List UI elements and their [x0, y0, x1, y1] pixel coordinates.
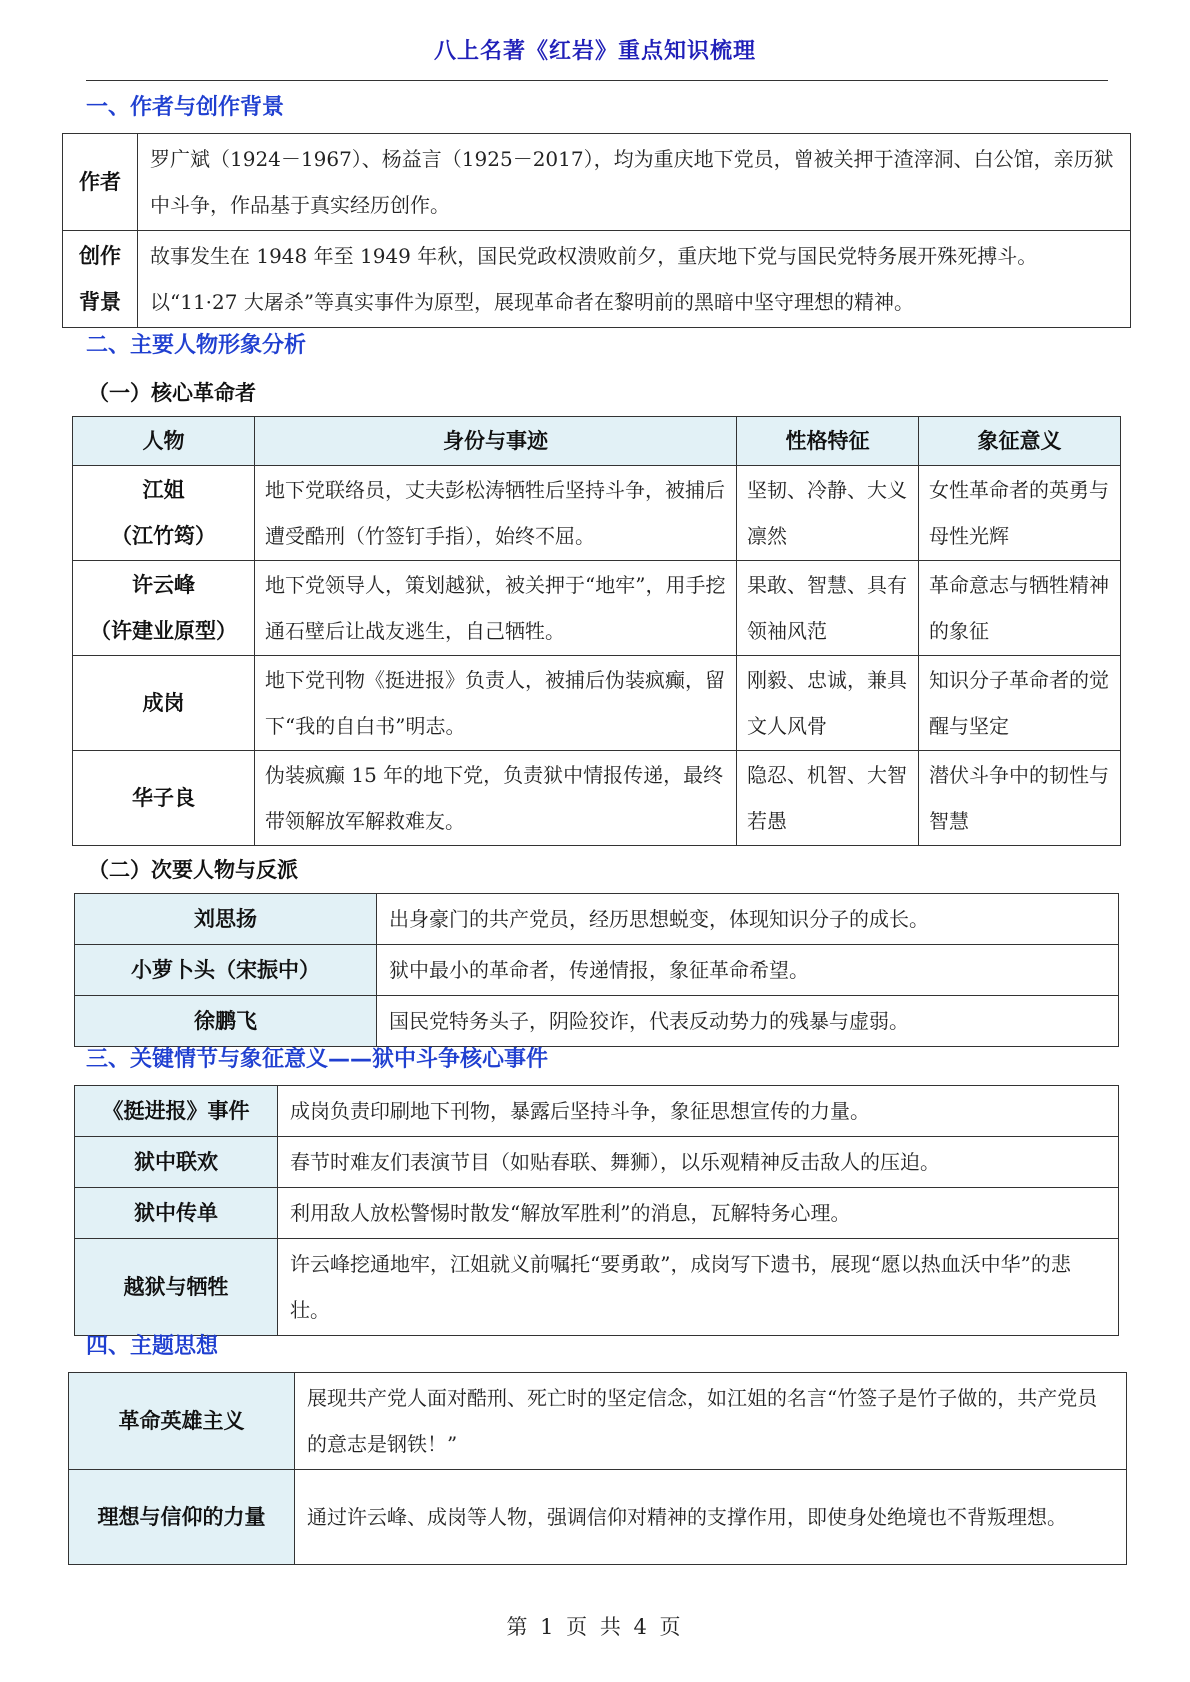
character-meaning: 革命意志与牺牲精神的象征: [919, 561, 1121, 656]
table-row: [69, 1373, 1127, 1470]
secondary-characters-table: [74, 893, 1119, 1047]
table-row: [75, 894, 1119, 945]
event-description: 成岗负责印刷地下刊物，暴露后坚持斗争，象征思想宣传的力量。: [278, 1086, 1119, 1137]
character-name: [73, 466, 255, 561]
table-row: [69, 1470, 1127, 1565]
character-meaning: 女性革命者的英勇与母性光辉: [919, 466, 1121, 561]
theme-description: 展现共产党人面对酷刑、死亡时的坚定信念，如江姐的名言“竹签子是竹子做的，共产党员的意志是钢铁！”: [295, 1373, 1127, 1470]
character-name: [73, 561, 255, 656]
row-key: [63, 134, 138, 231]
key-events-table: [74, 1085, 1119, 1336]
theme-description: 通过许云峰、成岗等人物，强调信仰对精神的支撑作用，即使身处绝境也不背叛理想。: [295, 1470, 1127, 1565]
event-description: 许云峰挖通地牢，江姐就义前嘱托“要勇敢”，成岗写下遗书，展现“愿以热血沃中华”的悲壮。: [278, 1239, 1119, 1336]
key-label: 背景: [79, 290, 121, 314]
event-name: 越狱与牺牲: [75, 1239, 278, 1336]
page-footer: 第 1 页 共 4 页: [506, 1615, 684, 1639]
event-name: 狱中联欢: [75, 1137, 278, 1188]
table-row: [75, 1188, 1119, 1239]
section-heading-plot: 三、关键情节与象征意义——狱中斗争核心事件: [86, 1047, 549, 1072]
character-description: 狱中最小的革命者，传递情报，象征革命希望。: [377, 945, 1119, 996]
column-header: 象征意义: [919, 417, 1121, 466]
key-label: 创作: [79, 244, 121, 268]
name-line: （江竹筠）: [111, 524, 216, 548]
character-name: [73, 656, 255, 751]
character-traits: 隐忍、机智、大智若愚: [737, 751, 919, 846]
subheading-secondary-characters: （二）次要人物与反派: [88, 858, 298, 882]
table-row: [75, 1239, 1119, 1336]
subheading-core-revolutionaries: （一）核心革命者: [88, 381, 256, 405]
table-row: [75, 1086, 1119, 1137]
row-key: [63, 231, 138, 328]
table-row: [73, 466, 1121, 561]
event-description: 利用敌人放松警惕时散发“解放军胜利”的消息，瓦解特务心理。: [278, 1188, 1119, 1239]
table-row: [73, 561, 1121, 656]
row-text: 罗广斌（1924－1967）、杨益言（1925－2017），均为重庆地下党员，曾被关押于渣滓洞、白公馆，亲历狱中斗争，作品基于真实经历创作。: [138, 134, 1131, 231]
section-heading-theme: 四、主题思想: [86, 1334, 219, 1359]
core-characters-table: [72, 416, 1121, 846]
name-line: 华子良: [132, 786, 195, 810]
character-meaning: 知识分子革命者的觉醒与坚定: [919, 656, 1121, 751]
character-name: 徐鹏飞: [75, 996, 377, 1047]
column-header: 身份与事迹: [255, 417, 737, 466]
character-meaning: 潜伏斗争中的韧性与智慧: [919, 751, 1121, 846]
character-deeds: 地下党刊物《挺进报》负责人，被捕后伪装疯癫，留下“我的自白书”明志。: [255, 656, 737, 751]
theme-name: 理想与信仰的力量: [69, 1470, 295, 1565]
table-row: [75, 996, 1119, 1047]
character-deeds: 地下党联络员，丈夫彭松涛牺牲后坚持斗争，被捕后遭受酷刑（竹签钉手指），始终不屈。: [255, 466, 737, 561]
character-name: 小萝卜头（宋振中）: [75, 945, 377, 996]
character-traits: 果敢、智慧、具有领袖风范: [737, 561, 919, 656]
character-deeds: 地下党领导人，策划越狱，被关押于“地牢”，用手挖通石壁后让战友逃生，自己牺牲。: [255, 561, 737, 656]
event-name: 狱中传单: [75, 1188, 278, 1239]
event-description: 春节时难友们表演节目（如贴春联、舞狮），以乐观精神反击敌人的压迫。: [278, 1137, 1119, 1188]
event-name: 《挺进报》事件: [75, 1086, 278, 1137]
character-deeds: 伪装疯癫 15 年的地下党，负责狱中情报传递，最终带领解放军解救难友。: [255, 751, 737, 846]
character-traits: 坚韧、冷静、大义凛然: [737, 466, 919, 561]
name-line: 许云峰: [132, 573, 195, 597]
column-header: 人物: [73, 417, 255, 466]
character-description: 国民党特务头子，阴险狡诈，代表反动势力的残暴与虚弱。: [377, 996, 1119, 1047]
table-row: [63, 231, 1131, 328]
name-line: 江姐: [142, 478, 185, 502]
theme-table: [68, 1372, 1127, 1565]
character-name: [73, 751, 255, 846]
page-title: 八上名著《红岩》重点知识梳理: [433, 39, 756, 64]
character-description: 出身豪门的共产党员，经历思想蜕变，体现知识分子的成长。: [377, 894, 1119, 945]
title-divider: [86, 80, 1108, 81]
author-background-table: [62, 133, 1131, 328]
section-heading-author: 一、作者与创作背景: [86, 95, 285, 120]
section-heading-characters: 二、主要人物形象分析: [86, 333, 307, 358]
name-line: 成岗: [142, 691, 185, 715]
table-header-row: [73, 417, 1121, 466]
table-row: [75, 945, 1119, 996]
character-name: 刘思扬: [75, 894, 377, 945]
table-row: [73, 656, 1121, 751]
theme-name: 革命英雄主义: [69, 1373, 295, 1470]
table-row: [63, 134, 1131, 231]
name-line: （许建业原型）: [90, 619, 237, 643]
table-row: [75, 1137, 1119, 1188]
column-header: 性格特征: [737, 417, 919, 466]
table-row: [73, 751, 1121, 846]
character-traits: 刚毅、忠诚，兼具文人风骨: [737, 656, 919, 751]
key-label: 作者: [79, 170, 121, 194]
row-text: 故事发生在 1948 年至 1949 年秋，国民党政权溃败前夕，重庆地下党与国民党特务展开殊死搏斗。以“11·27 大屠杀”等真实事件为原型，展现革命者在黎明前的黑暗中坚守理想的精神。: [138, 231, 1131, 328]
